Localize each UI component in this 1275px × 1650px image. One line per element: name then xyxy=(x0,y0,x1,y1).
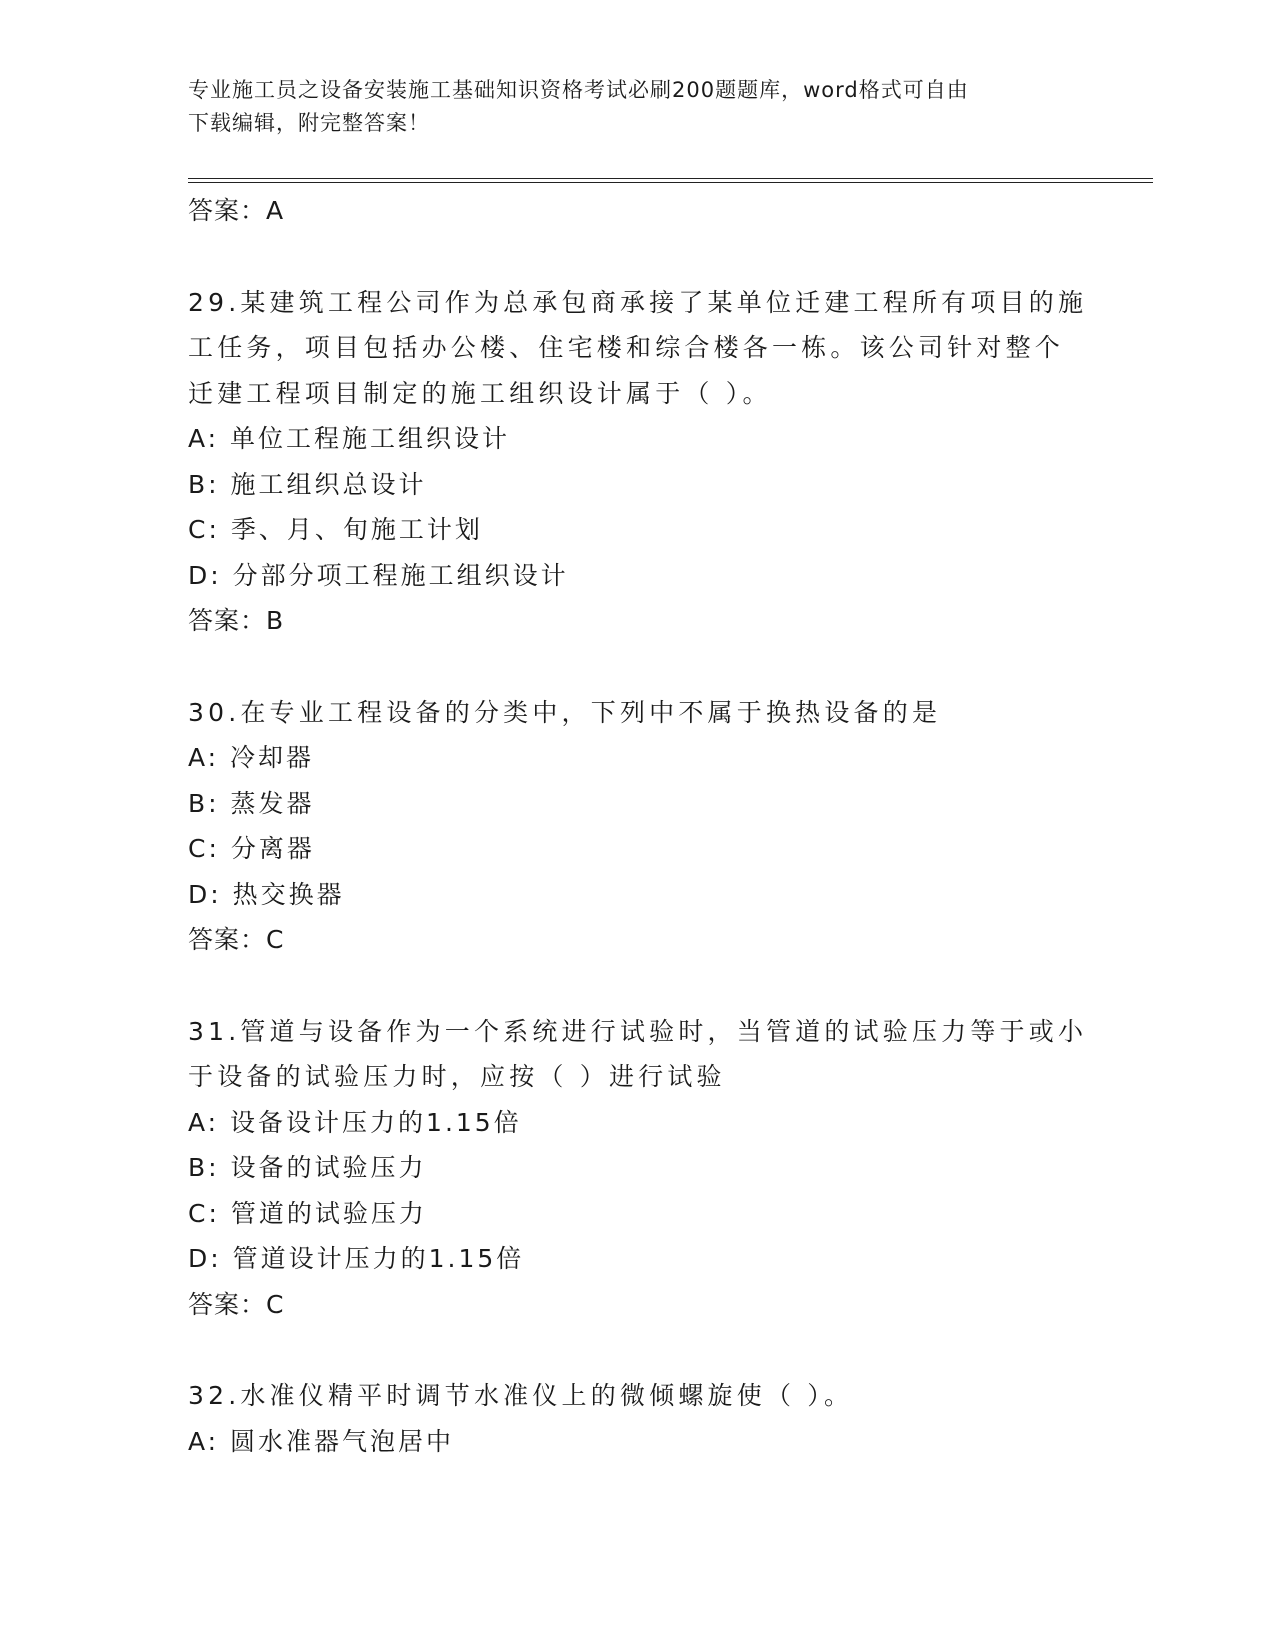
question-stem-line: 31.管道与设备作为一个系统进行试验时，当管道的试验压力等于或小 xyxy=(188,1016,1088,1046)
option-line: A: 单位工程施工组织设计 xyxy=(188,424,511,453)
answer-line: 答案：C xyxy=(188,1289,285,1319)
option-line: D: 分部分项工程施工组织设计 xyxy=(188,560,569,590)
option-line: D: 管道设计压力的1.15倍 xyxy=(188,1244,525,1273)
option-line: C: 分离器 xyxy=(188,834,315,863)
question-stem-line: 迁建工程项目制定的施工组织设计属于（ ）。 xyxy=(188,378,772,408)
answer-line: 答案：A xyxy=(188,196,285,225)
question-stem-line: 32.水准仪精平时调节水准仪上的微倾螺旋使（ ）。 xyxy=(188,1381,854,1410)
header-line-2: 下载编辑，附完整答案！ xyxy=(188,111,430,135)
question-stem-line: 30.在专业工程设备的分类中，下列中不属于换热设备的是 xyxy=(188,697,942,727)
answer-line: 答案：B xyxy=(188,606,285,635)
spacer xyxy=(188,963,1088,1009)
option-line: D: 热交换器 xyxy=(188,879,345,909)
option-line: A: 圆水准器气泡居中 xyxy=(188,1426,455,1456)
option-line: C: 季、月、旬施工计划 xyxy=(188,515,483,544)
option-line: B: 蒸发器 xyxy=(188,788,315,818)
header-divider xyxy=(188,178,1153,183)
option-line: B: 设备的试验压力 xyxy=(188,1153,427,1182)
option-line: A: 设备设计压力的1.15倍 xyxy=(188,1107,522,1137)
spacer xyxy=(188,644,1088,690)
option-line: C: 管道的试验压力 xyxy=(188,1198,427,1228)
option-line: A: 冷却器 xyxy=(188,743,315,772)
question-list xyxy=(188,188,1088,1464)
document-header xyxy=(188,74,1068,140)
question-stem-line: 工任务，项目包括办公楼、住宅楼和综合楼各一栋。该公司针对整个 xyxy=(188,333,1065,362)
spacer xyxy=(188,1327,1088,1373)
question-stem-line: 29.某建筑工程公司作为总承包商承接了某单位迁建工程所有项目的施 xyxy=(188,287,1088,317)
question-stem-line: 于设备的试验压力时，应按（ ）进行试验 xyxy=(188,1062,726,1091)
option-line: B: 施工组织总设计 xyxy=(188,469,427,499)
answer-line: 答案：C xyxy=(188,925,285,954)
header-line-1: 专业施工员之设备安装施工基础知识资格考试必刷200题题库，word格式可自由 xyxy=(188,78,969,102)
spacer xyxy=(188,234,1088,280)
